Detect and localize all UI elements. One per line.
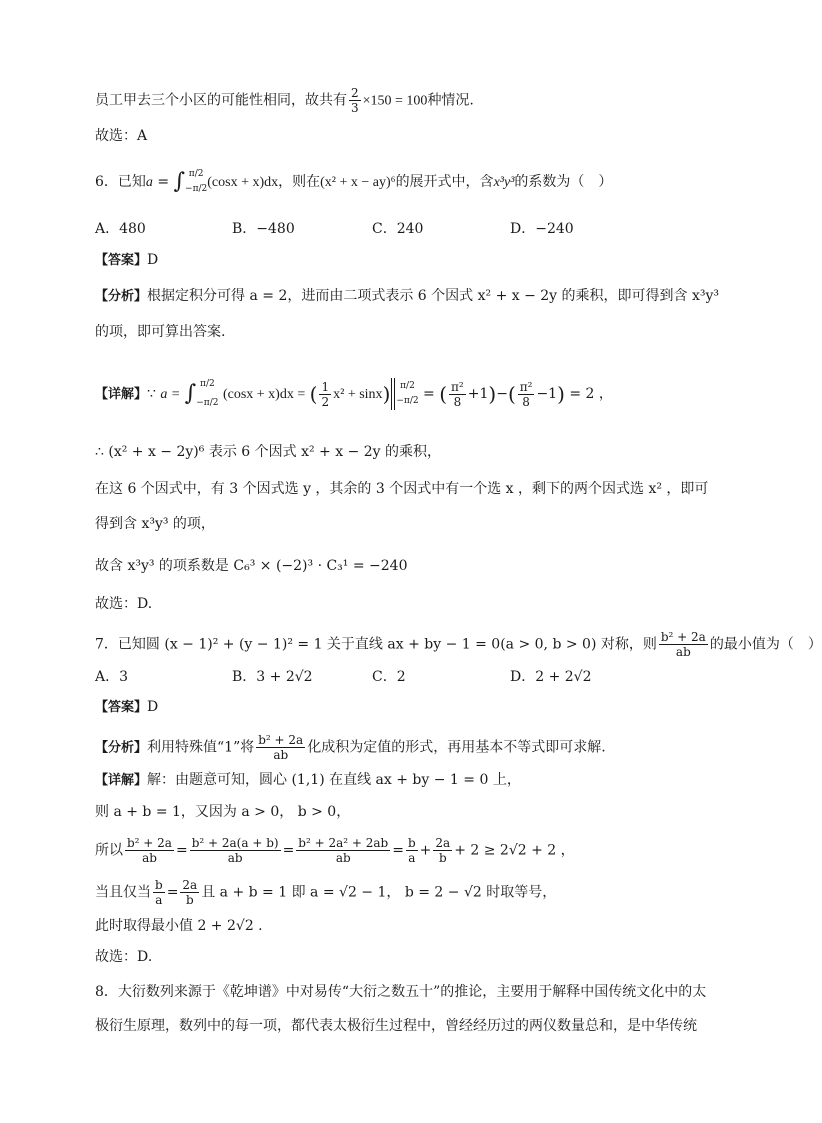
choice-line: 故选：A bbox=[95, 128, 148, 144]
analysis-6-line2: 的项，即可算出答案. bbox=[95, 324, 226, 340]
option-b: B．−480 bbox=[232, 221, 295, 237]
expression: ×150 = 100 bbox=[362, 93, 428, 109]
paren: ) bbox=[488, 382, 497, 406]
answer-6 bbox=[95, 250, 158, 271]
detail-tag: 【详解】 bbox=[95, 773, 148, 788]
fraction-denominator: ab bbox=[273, 748, 289, 762]
fraction-denominator: 8 bbox=[453, 394, 462, 409]
upper-limit: π/2 bbox=[200, 379, 215, 389]
upper-limit: π/2 bbox=[400, 381, 415, 391]
question-8-line1: 8．大衍数列来源于《乾坤谱》中对易传“大衍之数五十”的推论，主要用于解释中国传统文化中的太 bbox=[95, 984, 707, 1000]
term: x³y³ bbox=[493, 175, 515, 190]
detail-7-line1 bbox=[95, 770, 521, 791]
detail-6-line5: 故含 x³y³ 的项系数是 C₆³ × (−2)³ · C₃¹ = −240 bbox=[95, 558, 408, 574]
fraction bbox=[125, 836, 174, 865]
option-d: D．2 + 2√2 bbox=[510, 669, 592, 685]
fraction-half bbox=[319, 380, 331, 409]
integral-limits bbox=[196, 380, 218, 408]
question-text: 7．已知圆 (x − 1)² + (y − 1)² = 1 关于直线 ax + by − 1 = 0(a > 0, b > 0) 对称，则 bbox=[95, 636, 657, 653]
integrand: (cosx + x)dx bbox=[207, 175, 279, 190]
analysis-tag: 【分析】 bbox=[95, 740, 148, 756]
answer-7 bbox=[95, 697, 158, 718]
fraction-denominator: ab bbox=[142, 851, 157, 865]
text: 的系数为（ ） bbox=[514, 174, 613, 190]
option-a: A．480 bbox=[95, 221, 146, 237]
fraction-denominator: 3 bbox=[351, 101, 359, 115]
detail-6-line4: 得到含 x³y³ 的项， bbox=[95, 516, 215, 532]
fraction-denominator: 8 bbox=[522, 394, 530, 409]
fraction-numerator: π² bbox=[519, 379, 533, 394]
lower-limit: −π/2 bbox=[396, 396, 419, 406]
answer-value: D bbox=[147, 252, 159, 268]
text: ，则在 bbox=[278, 174, 321, 190]
analysis-text: 化成积为定值的形式，再用基本不等式即可求解. bbox=[307, 739, 606, 756]
detail-7-line4: 当且仅当 $\frac{b}{a}$ = $\frac{2a}{b}$ 且 a + b = 1 即 a = √2 − 1， b = 2 − √2 时取等号， bbox=[95, 878, 557, 907]
option-d: D．−240 bbox=[510, 221, 574, 237]
fraction-numerator: b bbox=[407, 836, 416, 850]
fraction-numerator: b² + 2a bbox=[127, 836, 172, 850]
text: 种情况. bbox=[427, 92, 474, 109]
paren: ) bbox=[382, 382, 391, 406]
detail-tag: 【详解】 bbox=[95, 387, 148, 402]
option-b: B．3 + 2√2 bbox=[232, 669, 313, 685]
paren: ( bbox=[309, 382, 318, 406]
polynomial: (x² + x − ay)⁶ bbox=[320, 175, 396, 190]
fraction-denominator: b bbox=[438, 851, 447, 865]
fraction-numerator: 2a bbox=[182, 878, 198, 892]
option-c: C．2 bbox=[372, 669, 406, 685]
fraction bbox=[518, 380, 535, 409]
fraction-numerator: 1 bbox=[321, 379, 330, 394]
detail-6-line2: ∴ (x² + x − 2y)⁶ 表示 6 个因式 x² + x − 2y 的乘积， bbox=[95, 444, 442, 460]
fraction-denominator: a bbox=[408, 851, 416, 865]
analysis-tag: 【分析】 bbox=[95, 289, 148, 304]
result: = 2 ， bbox=[569, 386, 613, 402]
text: 当且仅当 bbox=[95, 884, 151, 901]
term: −1 bbox=[536, 386, 558, 402]
antiderivative: x² + sinx bbox=[333, 387, 383, 402]
var-a: a bbox=[145, 175, 153, 190]
question-8-line2: 极衍生原理，数列中的每一项，都代表太极衍生过程中，曾经经历过的两仪数量总和，是中华传统 bbox=[95, 1018, 697, 1034]
lhs: a = bbox=[160, 387, 181, 402]
fraction-denominator: 2 bbox=[321, 394, 330, 409]
fraction-denominator: b bbox=[185, 893, 194, 907]
integral-sign: ∫ bbox=[173, 169, 186, 194]
fraction-denominator: ab bbox=[335, 851, 351, 865]
paren: ( bbox=[507, 382, 516, 406]
paren: ) bbox=[557, 382, 565, 406]
paragraph-count-cases bbox=[95, 86, 474, 115]
detail-7-line5: 此时取得最小值 2 + 2√2 . bbox=[95, 918, 263, 934]
text: 员工甲去三个小区的可能性相同，故共有 bbox=[95, 92, 347, 109]
option-a: A．3 bbox=[95, 669, 129, 685]
paren: ( bbox=[439, 382, 448, 406]
option-c: C．240 bbox=[372, 221, 424, 237]
fraction-numerator: 2a bbox=[435, 836, 451, 850]
fraction-denominator: ab bbox=[675, 645, 691, 659]
fraction-numerator: 2 bbox=[351, 86, 359, 100]
detail-7-line3: 所以 $\frac{\text{b² + 2a}}{ab}$ = $\frac{\text{b² + 2a(a + b)}}{ab}$ = $\frac{\text{b² + 2a² + 2ab}}{ab}$ = $\frac{b}{a}$ + $\frac{2a}{b}$ + 2 ≥ 2√2 + 2 ， bbox=[95, 836, 575, 865]
fraction bbox=[190, 836, 281, 865]
upper-limit: π/2 bbox=[188, 169, 204, 179]
minus: − bbox=[496, 386, 508, 402]
analysis-7 bbox=[95, 733, 606, 762]
question-number: 6．已知 bbox=[95, 174, 146, 190]
answer-tag: 【答案】 bbox=[95, 253, 148, 268]
term: +1 bbox=[467, 386, 489, 402]
text: 的展开式中，含 bbox=[395, 174, 494, 190]
text: 且 a + b = 1 即 a = √2 − 1， b = 2 − √2 时取等号， bbox=[201, 884, 557, 901]
equals: = bbox=[423, 386, 435, 402]
question-6 bbox=[95, 170, 612, 194]
answer-value: D bbox=[147, 699, 159, 715]
question-text: 的最小值为（ ） bbox=[709, 636, 822, 653]
question-7 bbox=[95, 630, 822, 659]
fraction-numerator: b² + 2a(a + b) bbox=[191, 836, 279, 850]
detail-7-line2: 则 a + b = 1，又因为 a > 0， b > 0， bbox=[95, 804, 351, 820]
fraction bbox=[180, 878, 199, 907]
detail-6-line1 bbox=[95, 378, 613, 410]
fraction-denominator: a bbox=[155, 893, 163, 907]
answer-tag: 【答案】 bbox=[95, 700, 148, 715]
plus: + bbox=[419, 842, 432, 859]
analysis-6-line1 bbox=[95, 286, 719, 307]
fraction-numerator: b² + 2a bbox=[258, 733, 304, 747]
fraction-numerator: b² + 2a² + 2ab bbox=[298, 836, 389, 850]
fraction bbox=[296, 836, 390, 865]
fraction bbox=[433, 836, 452, 865]
fraction bbox=[256, 733, 305, 762]
fraction-denominator: ab bbox=[227, 851, 243, 865]
fraction bbox=[349, 86, 361, 115]
evaluation-limits bbox=[396, 382, 418, 406]
detail-text: 解：由题意可知，圆心 (1,1) 在直线 ax + by − 1 = 0 上， bbox=[147, 772, 521, 788]
fraction-numerator: π² bbox=[451, 379, 464, 394]
integral-sign: ∫ bbox=[184, 381, 197, 406]
equals: = bbox=[152, 174, 174, 190]
fraction bbox=[406, 836, 418, 865]
fraction bbox=[449, 380, 466, 409]
integral-limits bbox=[185, 170, 207, 194]
text: + 2 ≥ 2√2 + 2 ， bbox=[454, 842, 575, 859]
detail-6-line6: 故选：D. bbox=[95, 596, 153, 612]
evaluation-bar bbox=[391, 378, 395, 410]
analysis-text: 根据定积分可得 a = 2，进而由二项式表示 6 个因式 x² + x − 2y 的乘积，即可得到含 x³y³ bbox=[147, 288, 720, 304]
because-symbol: ∵ bbox=[147, 386, 156, 402]
lower-limit: −π/2 bbox=[185, 184, 208, 194]
text: 所以 bbox=[95, 842, 123, 859]
fraction bbox=[659, 630, 708, 659]
fraction bbox=[153, 878, 165, 907]
analysis-text: 利用特殊值“1”将 bbox=[147, 739, 255, 756]
fraction-numerator: b bbox=[155, 878, 163, 892]
fraction-numerator: b² + 2a bbox=[660, 630, 706, 644]
detail-7-line6: 故选：D. bbox=[95, 949, 153, 965]
lower-limit: −π/2 bbox=[196, 398, 219, 408]
integrand: (cosx + x)dx = bbox=[222, 387, 306, 402]
detail-6-line3: 在这 6 个因式中，有 3 个因式选 y ，其余的 3 个因式中有一个选 x ，剩下的两个因式选 x² ，即可 bbox=[95, 481, 709, 497]
